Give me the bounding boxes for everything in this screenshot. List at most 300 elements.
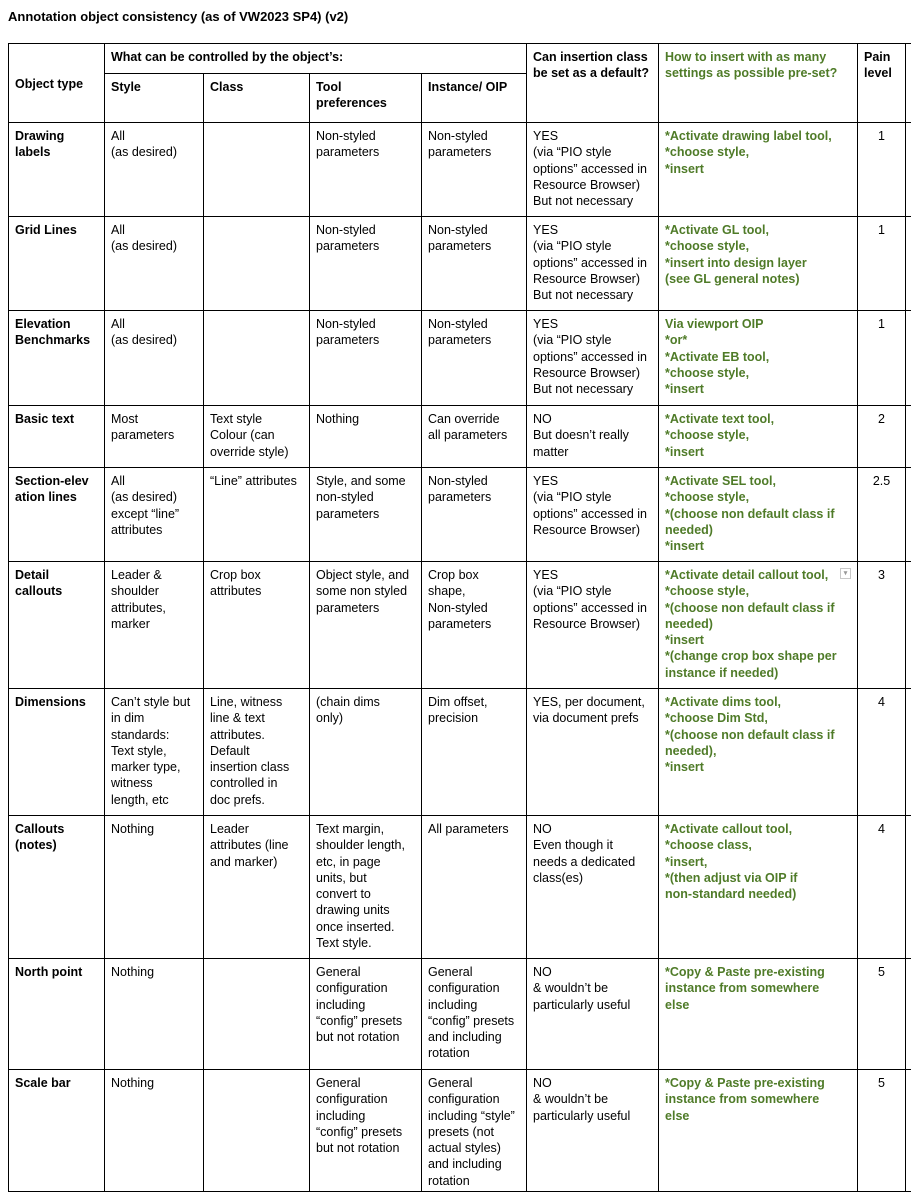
cell-line: including xyxy=(316,997,366,1012)
cell-tool-preferences[interactable] xyxy=(310,311,422,406)
cell-style[interactable] xyxy=(105,217,204,311)
cell-line: *insert into design layer xyxy=(665,255,807,270)
cell-how-to-insert[interactable] xyxy=(659,1070,858,1192)
cell-tool-preferences[interactable] xyxy=(310,562,422,689)
cell-instance-oip[interactable] xyxy=(422,689,527,816)
cell-line: else xyxy=(665,1108,690,1123)
header-instance-oip: Instance/ OIP xyxy=(422,74,527,123)
cell-line: parameters xyxy=(428,145,492,160)
cell-line: (as desired) xyxy=(111,145,177,160)
cell-extra[interactable] xyxy=(906,311,911,406)
cell-line: YES xyxy=(533,474,559,488)
cell-line: Detail xyxy=(15,568,50,582)
cell-how-to-insert[interactable] xyxy=(659,816,858,959)
cell-line: non-styled xyxy=(316,490,374,505)
cell-line: All xyxy=(111,474,125,488)
cell-line: *choose style, xyxy=(665,584,750,599)
cell-extra[interactable] xyxy=(906,468,911,562)
cell-style[interactable] xyxy=(105,406,204,468)
cell-line: once inserted. xyxy=(316,919,395,934)
cell-line: configuration xyxy=(316,981,388,996)
cell-line: *choose style, xyxy=(665,490,750,505)
cell-line: instance from somewhere xyxy=(665,1092,820,1107)
cell-line: Text style xyxy=(210,412,263,426)
cell-line: Text style, xyxy=(111,743,167,758)
cell-line: units, but xyxy=(316,870,367,885)
cell-how-to-insert[interactable] xyxy=(659,123,858,217)
cell-line: insertion class xyxy=(210,760,290,775)
cell-object-type[interactable] xyxy=(9,123,105,217)
cell-line: instance from somewhere xyxy=(665,981,820,996)
cell-line: needed) xyxy=(665,616,713,631)
cell-line: needed), xyxy=(665,743,717,758)
cell-line: But not necessary xyxy=(533,194,634,209)
cell-line: *Activate SEL tool, xyxy=(665,474,776,488)
cell-line: Most xyxy=(111,412,139,426)
cell-line: NO xyxy=(533,1076,552,1090)
comment-marker-icon[interactable]: ▾ xyxy=(840,568,851,579)
cell-line: non-standard needed) xyxy=(665,887,797,902)
cell-style[interactable] xyxy=(105,468,204,562)
cell-line: Non-styled xyxy=(428,317,488,331)
cell-line: ation lines xyxy=(15,490,77,505)
cell-class[interactable] xyxy=(204,123,310,217)
table-row xyxy=(9,468,911,562)
cell-line: *choose style, xyxy=(665,365,750,380)
cell-line: attributes. xyxy=(210,727,265,742)
header-insertion-class: Can insertion class be set as a default? xyxy=(527,44,659,123)
cell-line: parameters xyxy=(111,428,175,443)
cell-line: Scale bar xyxy=(15,1076,71,1090)
cell-instance-oip[interactable] xyxy=(422,1070,527,1192)
cell-line: *choose class, xyxy=(665,838,752,853)
table-row xyxy=(9,123,911,217)
cell-line: *Activate callout tool, xyxy=(665,822,793,836)
cell-line: some non styled xyxy=(316,584,408,599)
cell-line: parameters xyxy=(428,333,492,348)
cell-line: Callouts xyxy=(15,822,65,836)
cell-pain-level[interactable]: 1 xyxy=(858,311,906,406)
cell-how-to-insert[interactable] xyxy=(659,311,858,406)
cell-line: parameters xyxy=(316,333,380,348)
cell-pain-level[interactable]: 2.5 xyxy=(858,468,906,562)
cell-line: doc prefs. xyxy=(210,792,265,807)
header-tool-preferences: Tool preferences xyxy=(310,74,422,123)
cell-line: Resource Browser) xyxy=(533,271,640,286)
cell-line: standards: xyxy=(111,727,170,742)
cell-tool-preferences[interactable] xyxy=(310,816,422,959)
cell-line: *choose style, xyxy=(665,145,750,160)
cell-line: parameters xyxy=(428,239,492,254)
cell-instance-oip[interactable] xyxy=(422,562,527,689)
cell-pain-level[interactable]: 5 xyxy=(858,1070,906,1192)
cell-line: All xyxy=(111,317,125,331)
cell-line: actual styles) xyxy=(428,1141,501,1156)
cell-line: *insert xyxy=(665,633,704,648)
cell-line: Line, witness xyxy=(210,695,283,709)
cell-line: including “style” xyxy=(428,1108,515,1123)
cell-insertion-class[interactable] xyxy=(527,816,659,959)
cell-pain-level[interactable]: 3 xyxy=(858,562,906,689)
table-row xyxy=(9,1070,911,1192)
cell-insertion-class[interactable] xyxy=(527,217,659,311)
cell-line: NO xyxy=(533,412,552,426)
cell-line: *Activate dims tool, xyxy=(665,695,782,709)
cell-line: (via “PIO style xyxy=(533,145,612,160)
cell-line: presets (not xyxy=(428,1124,495,1139)
cell-line: parameters xyxy=(428,616,492,631)
cell-line: General xyxy=(316,965,361,979)
cell-line: shoulder length, xyxy=(316,838,405,853)
cell-how-to-insert[interactable] xyxy=(659,959,858,1070)
cell-how-to-insert[interactable] xyxy=(659,689,858,816)
cell-line: Non-styled xyxy=(316,223,376,237)
cell-object-type[interactable] xyxy=(9,217,105,311)
cell-line: YES xyxy=(533,317,559,331)
table-row xyxy=(9,311,911,406)
cell-line: all parameters xyxy=(428,428,508,443)
cell-line: but not rotation xyxy=(316,1030,400,1045)
cell-line: Section-elev xyxy=(15,474,89,488)
cell-line: *or* xyxy=(665,333,688,348)
cell-line: General xyxy=(316,1076,361,1090)
cell-line: Non-styled xyxy=(316,129,376,143)
cell-line: configuration xyxy=(428,1092,500,1107)
cell-line: *insert xyxy=(665,444,704,459)
cell-line: Dimensions xyxy=(15,695,86,709)
cell-line: matter xyxy=(533,444,569,459)
cell-line: drawing units xyxy=(316,903,390,918)
cell-line: parameters xyxy=(428,490,492,505)
cell-line: *insert xyxy=(665,161,704,176)
cell-line: Drawing xyxy=(15,129,65,143)
cell-instance-oip[interactable] xyxy=(422,816,527,959)
cell-insertion-class[interactable] xyxy=(527,311,659,406)
cell-tool-preferences[interactable] xyxy=(310,217,422,311)
cell-line: else xyxy=(665,997,690,1012)
cell-line: Crop box xyxy=(428,568,479,582)
cell-line: (chain dims xyxy=(316,695,380,709)
header-how-to-insert: How to insert with as many settings as possible pre-set? xyxy=(659,44,858,123)
cell-style[interactable] xyxy=(105,689,204,816)
cell-line: “config” presets xyxy=(428,1013,515,1028)
cell-line: Basic text xyxy=(15,412,75,426)
cell-tool-preferences[interactable] xyxy=(310,1070,422,1192)
cell-line: Text margin, xyxy=(316,822,385,836)
annotation-consistency-table xyxy=(8,43,911,1192)
cell-line: *insert xyxy=(665,760,704,775)
cell-class[interactable] xyxy=(204,562,310,689)
cell-style[interactable] xyxy=(105,816,204,959)
cell-extra[interactable] xyxy=(906,406,911,468)
cell-line: including xyxy=(316,1108,366,1123)
cell-line: parameters xyxy=(316,506,380,521)
cell-style[interactable] xyxy=(105,562,204,689)
cell-line: Can’t style but xyxy=(111,695,191,709)
cell-class[interactable] xyxy=(204,311,310,406)
cell-line: needed) xyxy=(665,522,713,537)
cell-line: attributes, xyxy=(111,600,166,615)
cell-line: marker xyxy=(111,616,150,631)
cell-line: “Line” attributes xyxy=(210,474,297,488)
cell-line: attributes xyxy=(210,584,262,599)
cell-instance-oip[interactable] xyxy=(422,959,527,1070)
cell-class[interactable] xyxy=(204,406,310,468)
cell-tool-preferences[interactable] xyxy=(310,123,422,217)
table-row xyxy=(9,816,911,959)
cell-line: class(es) xyxy=(533,870,584,885)
cell-style[interactable] xyxy=(105,959,204,1070)
cell-line: Leader xyxy=(210,822,249,836)
cell-tool-preferences[interactable] xyxy=(310,468,422,562)
cell-line: & wouldn’t be xyxy=(533,1092,609,1107)
cell-line: & wouldn’t be xyxy=(533,981,609,996)
cell-line: parameters xyxy=(316,145,380,160)
cell-pain-level[interactable]: 2 xyxy=(858,406,906,468)
cell-how-to-insert[interactable] xyxy=(659,468,858,562)
cell-line: particularly useful xyxy=(533,997,631,1012)
header-style: Style xyxy=(105,74,204,123)
cell-line: *Copy & Paste pre-existing xyxy=(665,965,825,979)
cell-pain-level[interactable]: 1 xyxy=(858,217,906,311)
cell-line: All xyxy=(111,223,125,237)
cell-line: (via “PIO style xyxy=(533,333,612,348)
cell-insertion-class[interactable] xyxy=(527,406,659,468)
cell-insertion-class[interactable] xyxy=(527,123,659,217)
cell-pain-level[interactable]: 4 xyxy=(858,816,906,959)
cell-extra[interactable] xyxy=(906,959,911,1070)
cell-insertion-class[interactable] xyxy=(527,1070,659,1192)
cell-line: Nothing xyxy=(316,412,360,426)
cell-object-type[interactable] xyxy=(9,1070,105,1192)
cell-line: rotation xyxy=(428,1046,470,1061)
cell-line: Resource Browser) xyxy=(533,522,640,537)
cell-extra[interactable] xyxy=(906,689,911,816)
cell-line: options” accessed in xyxy=(533,506,647,521)
cell-class[interactable] xyxy=(204,816,310,959)
cell-extra[interactable] xyxy=(906,816,911,959)
cell-line: and including xyxy=(428,1157,502,1172)
cell-line: Nothing xyxy=(111,822,155,836)
cell-class[interactable] xyxy=(204,1070,310,1192)
cell-line: attributes xyxy=(111,522,163,537)
cell-line: Object style, and xyxy=(316,568,410,582)
cell-line: Resource Browser) xyxy=(533,616,640,631)
cell-line: Non-styled xyxy=(428,129,488,143)
cell-instance-oip[interactable] xyxy=(422,311,527,406)
cell-line: YES xyxy=(533,129,559,143)
cell-line: *choose Dim Std, xyxy=(665,711,768,726)
cell-insertion-class[interactable] xyxy=(527,959,659,1070)
cell-tool-preferences[interactable] xyxy=(310,959,422,1070)
cell-class[interactable] xyxy=(204,217,310,311)
header-object-type: Object type xyxy=(9,44,105,123)
cell-pain-level[interactable]: 5 xyxy=(858,959,906,1070)
cell-how-to-insert[interactable] xyxy=(659,406,858,468)
cell-line: Default xyxy=(210,743,250,758)
cell-line: (via “PIO style xyxy=(533,584,612,599)
cell-line: *insert xyxy=(665,539,704,554)
cell-extra[interactable] xyxy=(906,562,911,689)
cell-line: Crop box xyxy=(210,568,261,582)
cell-line: Non-styled xyxy=(428,223,488,237)
cell-line: NO xyxy=(533,822,552,836)
cell-line: Nothing xyxy=(111,965,155,979)
cell-line: *insert xyxy=(665,382,704,397)
cell-insertion-class[interactable] xyxy=(527,468,659,562)
cell-line: parameters xyxy=(316,239,380,254)
cell-insertion-class[interactable] xyxy=(527,689,659,816)
cell-class[interactable] xyxy=(204,689,310,816)
cell-line: (see GL general notes) xyxy=(665,271,800,286)
cell-line: Style, and some xyxy=(316,474,406,488)
cell-how-to-insert[interactable] xyxy=(659,562,858,689)
cell-tool-preferences[interactable] xyxy=(310,689,422,816)
cell-style[interactable] xyxy=(105,1070,204,1192)
cell-object-type[interactable] xyxy=(9,406,105,468)
cell-line: But doesn’t really xyxy=(533,428,629,443)
cell-object-type[interactable] xyxy=(9,311,105,406)
cell-line: rotation xyxy=(428,1173,470,1188)
cell-instance-oip[interactable] xyxy=(422,123,527,217)
cell-line: *(change crop box shape per xyxy=(665,649,837,664)
cell-line: Nothing xyxy=(111,1076,155,1090)
cell-line: North point xyxy=(15,965,83,979)
table-body xyxy=(9,123,911,1192)
cell-line: shoulder xyxy=(111,584,159,599)
cell-line: marker type, xyxy=(111,760,181,775)
cell-line: *Copy & Paste pre-existing xyxy=(665,1076,825,1090)
header-class: Class xyxy=(204,74,310,123)
table-row xyxy=(9,689,911,816)
cell-line: *(then adjust via OIP if xyxy=(665,870,798,885)
cell-line: Resource Browser) xyxy=(533,177,640,192)
cell-instance-oip[interactable] xyxy=(422,406,527,468)
table-row xyxy=(9,562,911,689)
cell-line: Even though it xyxy=(533,838,613,853)
cell-extra[interactable] xyxy=(906,1070,911,1192)
cell-line: YES, per document, xyxy=(533,695,645,709)
cell-object-type[interactable] xyxy=(9,468,105,562)
cell-line: including xyxy=(428,997,478,1012)
cell-line: particularly useful xyxy=(533,1108,631,1123)
cell-pain-level[interactable]: 1 xyxy=(858,123,906,217)
cell-line: (as desired) xyxy=(111,239,177,254)
cell-line: shape, xyxy=(428,584,466,599)
cell-instance-oip[interactable] xyxy=(422,217,527,311)
cell-line: callouts xyxy=(15,584,63,599)
cell-line: (as desired) xyxy=(111,490,177,505)
cell-line: Via viewport OIP xyxy=(665,317,764,331)
cell-line: *(choose non default class if xyxy=(665,506,835,521)
cell-line: General xyxy=(428,965,473,979)
cell-line: “config” presets xyxy=(316,1013,403,1028)
cell-object-type[interactable] xyxy=(9,562,105,689)
cell-line: Grid Lines xyxy=(15,223,77,237)
cell-line: *Activate detail callout tool, xyxy=(665,568,829,582)
cell-line: only) xyxy=(316,711,344,726)
cell-line: options” accessed in xyxy=(533,255,647,270)
cell-line: *(choose non default class if xyxy=(665,600,835,615)
cell-line: convert to xyxy=(316,887,371,902)
cell-line: in dim xyxy=(111,711,145,726)
cell-class[interactable] xyxy=(204,468,310,562)
cell-line: needs a dedicated xyxy=(533,854,636,869)
cell-line: (notes) xyxy=(15,838,57,853)
cell-line: *choose style, xyxy=(665,239,750,254)
cell-style[interactable] xyxy=(105,123,204,217)
cell-line: But not necessary xyxy=(533,288,634,303)
cell-line: Resource Browser) xyxy=(533,365,640,380)
cell-pain-level[interactable]: 4 xyxy=(858,689,906,816)
header-controlled-by: What can be controlled by the object’s: xyxy=(105,44,527,74)
cell-line: But not necessary xyxy=(533,382,634,397)
cell-line: length, etc xyxy=(111,792,169,807)
document-title: Annotation object consistency (as of VW2023 SP4) (v2) xyxy=(8,9,349,24)
cell-line: and including xyxy=(428,1030,502,1045)
cell-object-type[interactable] xyxy=(9,959,105,1070)
cell-line: Benchmarks xyxy=(15,333,91,348)
cell-line: (via “PIO style xyxy=(533,490,612,505)
cell-object-type[interactable] xyxy=(9,816,105,959)
cell-style[interactable] xyxy=(105,311,204,406)
cell-insertion-class[interactable] xyxy=(527,562,659,689)
cell-line: *Activate EB tool, xyxy=(665,349,770,364)
cell-extra[interactable] xyxy=(906,217,911,311)
table-row xyxy=(9,217,911,311)
cell-line: *choose style, xyxy=(665,428,750,443)
cell-object-type[interactable] xyxy=(9,689,105,816)
cell-line: “config” presets xyxy=(316,1124,403,1139)
cell-line: Dim offset, xyxy=(428,695,488,709)
cell-line: Non-styled xyxy=(428,600,488,615)
cell-line: Colour (can xyxy=(210,428,275,443)
cell-line: All xyxy=(111,129,125,143)
cell-extra[interactable] xyxy=(906,123,911,217)
cell-line: *Activate GL tool, xyxy=(665,223,769,237)
cell-line: witness xyxy=(111,776,153,791)
cell-line: Text style. xyxy=(316,936,372,951)
cell-line: All parameters xyxy=(428,822,509,836)
cell-instance-oip[interactable] xyxy=(422,468,527,562)
cell-line: *insert, xyxy=(665,854,708,869)
cell-class[interactable] xyxy=(204,959,310,1070)
cell-line: precision xyxy=(428,711,479,726)
table-row xyxy=(9,959,911,1070)
cell-line: (via “PIO style xyxy=(533,239,612,254)
cell-line: labels xyxy=(15,145,51,160)
cell-line: override style) xyxy=(210,444,289,459)
cell-line: Can override xyxy=(428,412,500,426)
cell-line: controlled in xyxy=(210,776,278,791)
cell-line: *Activate text tool, xyxy=(665,412,775,426)
cell-how-to-insert[interactable] xyxy=(659,217,858,311)
cell-line: *Activate drawing label tool, xyxy=(665,129,832,143)
cell-tool-preferences[interactable] xyxy=(310,406,422,468)
cell-line: but not rotation xyxy=(316,1141,400,1156)
cell-line: etc, in page xyxy=(316,854,381,869)
cell-line: YES xyxy=(533,568,559,582)
cell-line: line & text xyxy=(210,711,265,726)
cell-line: Leader & xyxy=(111,568,162,582)
cell-line: configuration xyxy=(428,981,500,996)
cell-line: Elevation xyxy=(15,317,71,331)
cell-line: options” accessed in xyxy=(533,349,647,364)
cell-line: parameters xyxy=(316,600,380,615)
header-pain-level: Pain level xyxy=(858,44,906,123)
header-extra-column xyxy=(906,44,911,123)
cell-line: except “line” xyxy=(111,506,180,521)
